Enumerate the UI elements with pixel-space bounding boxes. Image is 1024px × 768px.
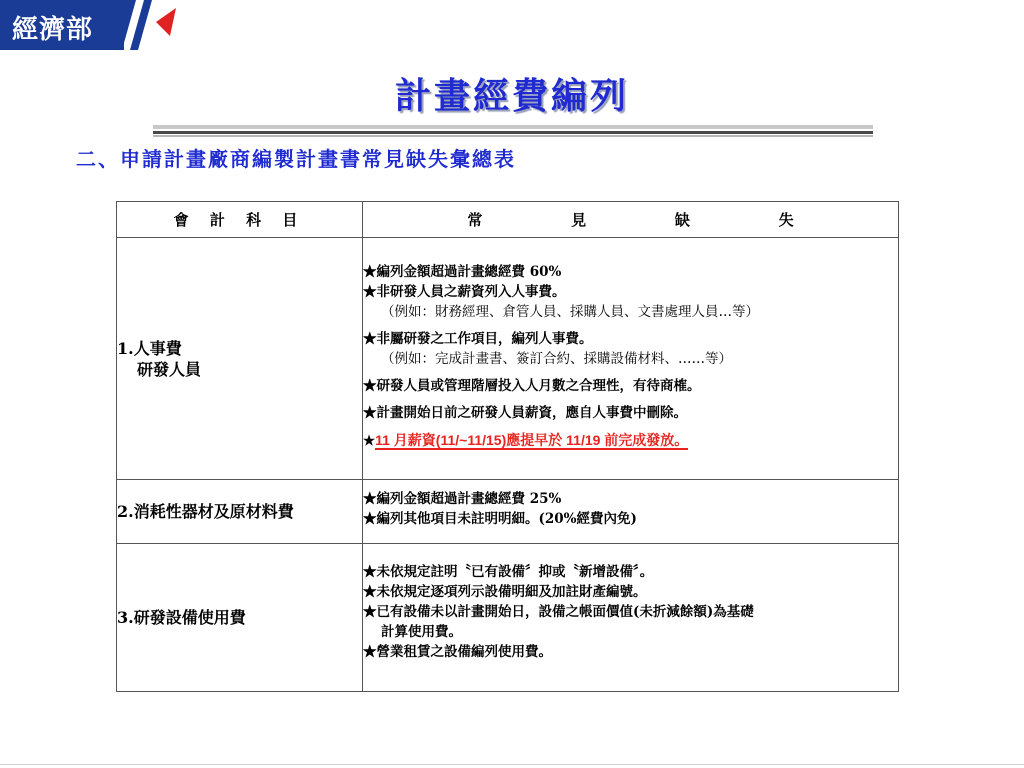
header-common-loss: [363, 202, 899, 238]
section-subtitle: 二、申請計畫廠商編製計畫書常見缺失彙總表: [76, 147, 516, 171]
list-item: ★營業租賃之設備編列使用費。: [363, 644, 552, 660]
ministry-emblem-icon: [118, 0, 182, 50]
title-divider-middle: [153, 131, 873, 134]
list-item: ★未依規定逐項列示設備明細及加註財產編號。: [363, 584, 647, 600]
deficiency-list: [363, 544, 899, 692]
list-item-note: （例如：財務經理、倉管人員、採購人員、文書處理人員…等）: [381, 304, 759, 320]
list-item: ★編列金額超過計畫總經費 60%: [363, 264, 562, 280]
table-row: [117, 238, 899, 480]
title-divider-bottom: [153, 135, 873, 137]
header-loss-char: 失: [778, 211, 794, 229]
category-sublabel: 研發人員: [137, 359, 202, 379]
page-title: 計畫經費編列: [394, 75, 629, 117]
alert-text: 11 月薪資(11/~11/15)應提早於 11/19 前完成發放。: [375, 432, 689, 448]
footer-divider: [0, 764, 1024, 765]
category-consumables: 2.消耗性器材及原材料費: [117, 480, 363, 544]
list-item: ★已有設備未以計畫開始日，設備之帳面價值(未折減餘額)為基礎: [363, 604, 754, 620]
list-item-continuation: 計算使用費。: [381, 624, 462, 640]
list-item: ★研發人員或管理階層投入人月數之合理性，有待商榷。: [363, 378, 701, 394]
deficiency-table: [116, 201, 899, 692]
logo-banner: [0, 0, 124, 50]
deficiency-list: [363, 238, 899, 480]
category-label: 1.人事費: [117, 338, 182, 358]
table-row: [117, 544, 899, 692]
title-divider-top: [153, 125, 873, 129]
header-loss-char: 缺: [674, 211, 690, 229]
table-header-row: [117, 202, 899, 238]
deficiency-list: [363, 480, 899, 544]
category-personnel: [117, 238, 363, 480]
list-item: ★編列金額超過計畫總經費 25%: [363, 491, 562, 507]
table-row: [117, 480, 899, 544]
ministry-logo-text: 經濟部: [12, 15, 94, 45]
header-loss-char: 見: [571, 211, 587, 229]
list-item: ★非屬研發之工作項目，編列人事費。: [363, 331, 593, 347]
list-item: ★未依規定註明〝已有設備〞抑或〝新增設備〞。: [363, 564, 654, 580]
list-item: ★非研發人員之薪資列入人事費。: [363, 284, 566, 300]
list-item: ★編列其他項目未註明明細。(20%經費內免): [363, 511, 637, 527]
star-icon: ★: [363, 433, 376, 449]
list-item-note: （例如：完成計畫書、簽訂合約、採購設備材料、……等）: [381, 351, 732, 367]
category-equipment: 3.研發設備使用費: [117, 544, 363, 692]
list-item: ★計畫開始日前之研發人員薪資，應自人事費中刪除。: [363, 405, 687, 421]
header-account: 會 計 科 目: [117, 202, 363, 238]
header-loss-char: 常: [467, 211, 483, 229]
list-item-alert: [363, 430, 898, 451]
